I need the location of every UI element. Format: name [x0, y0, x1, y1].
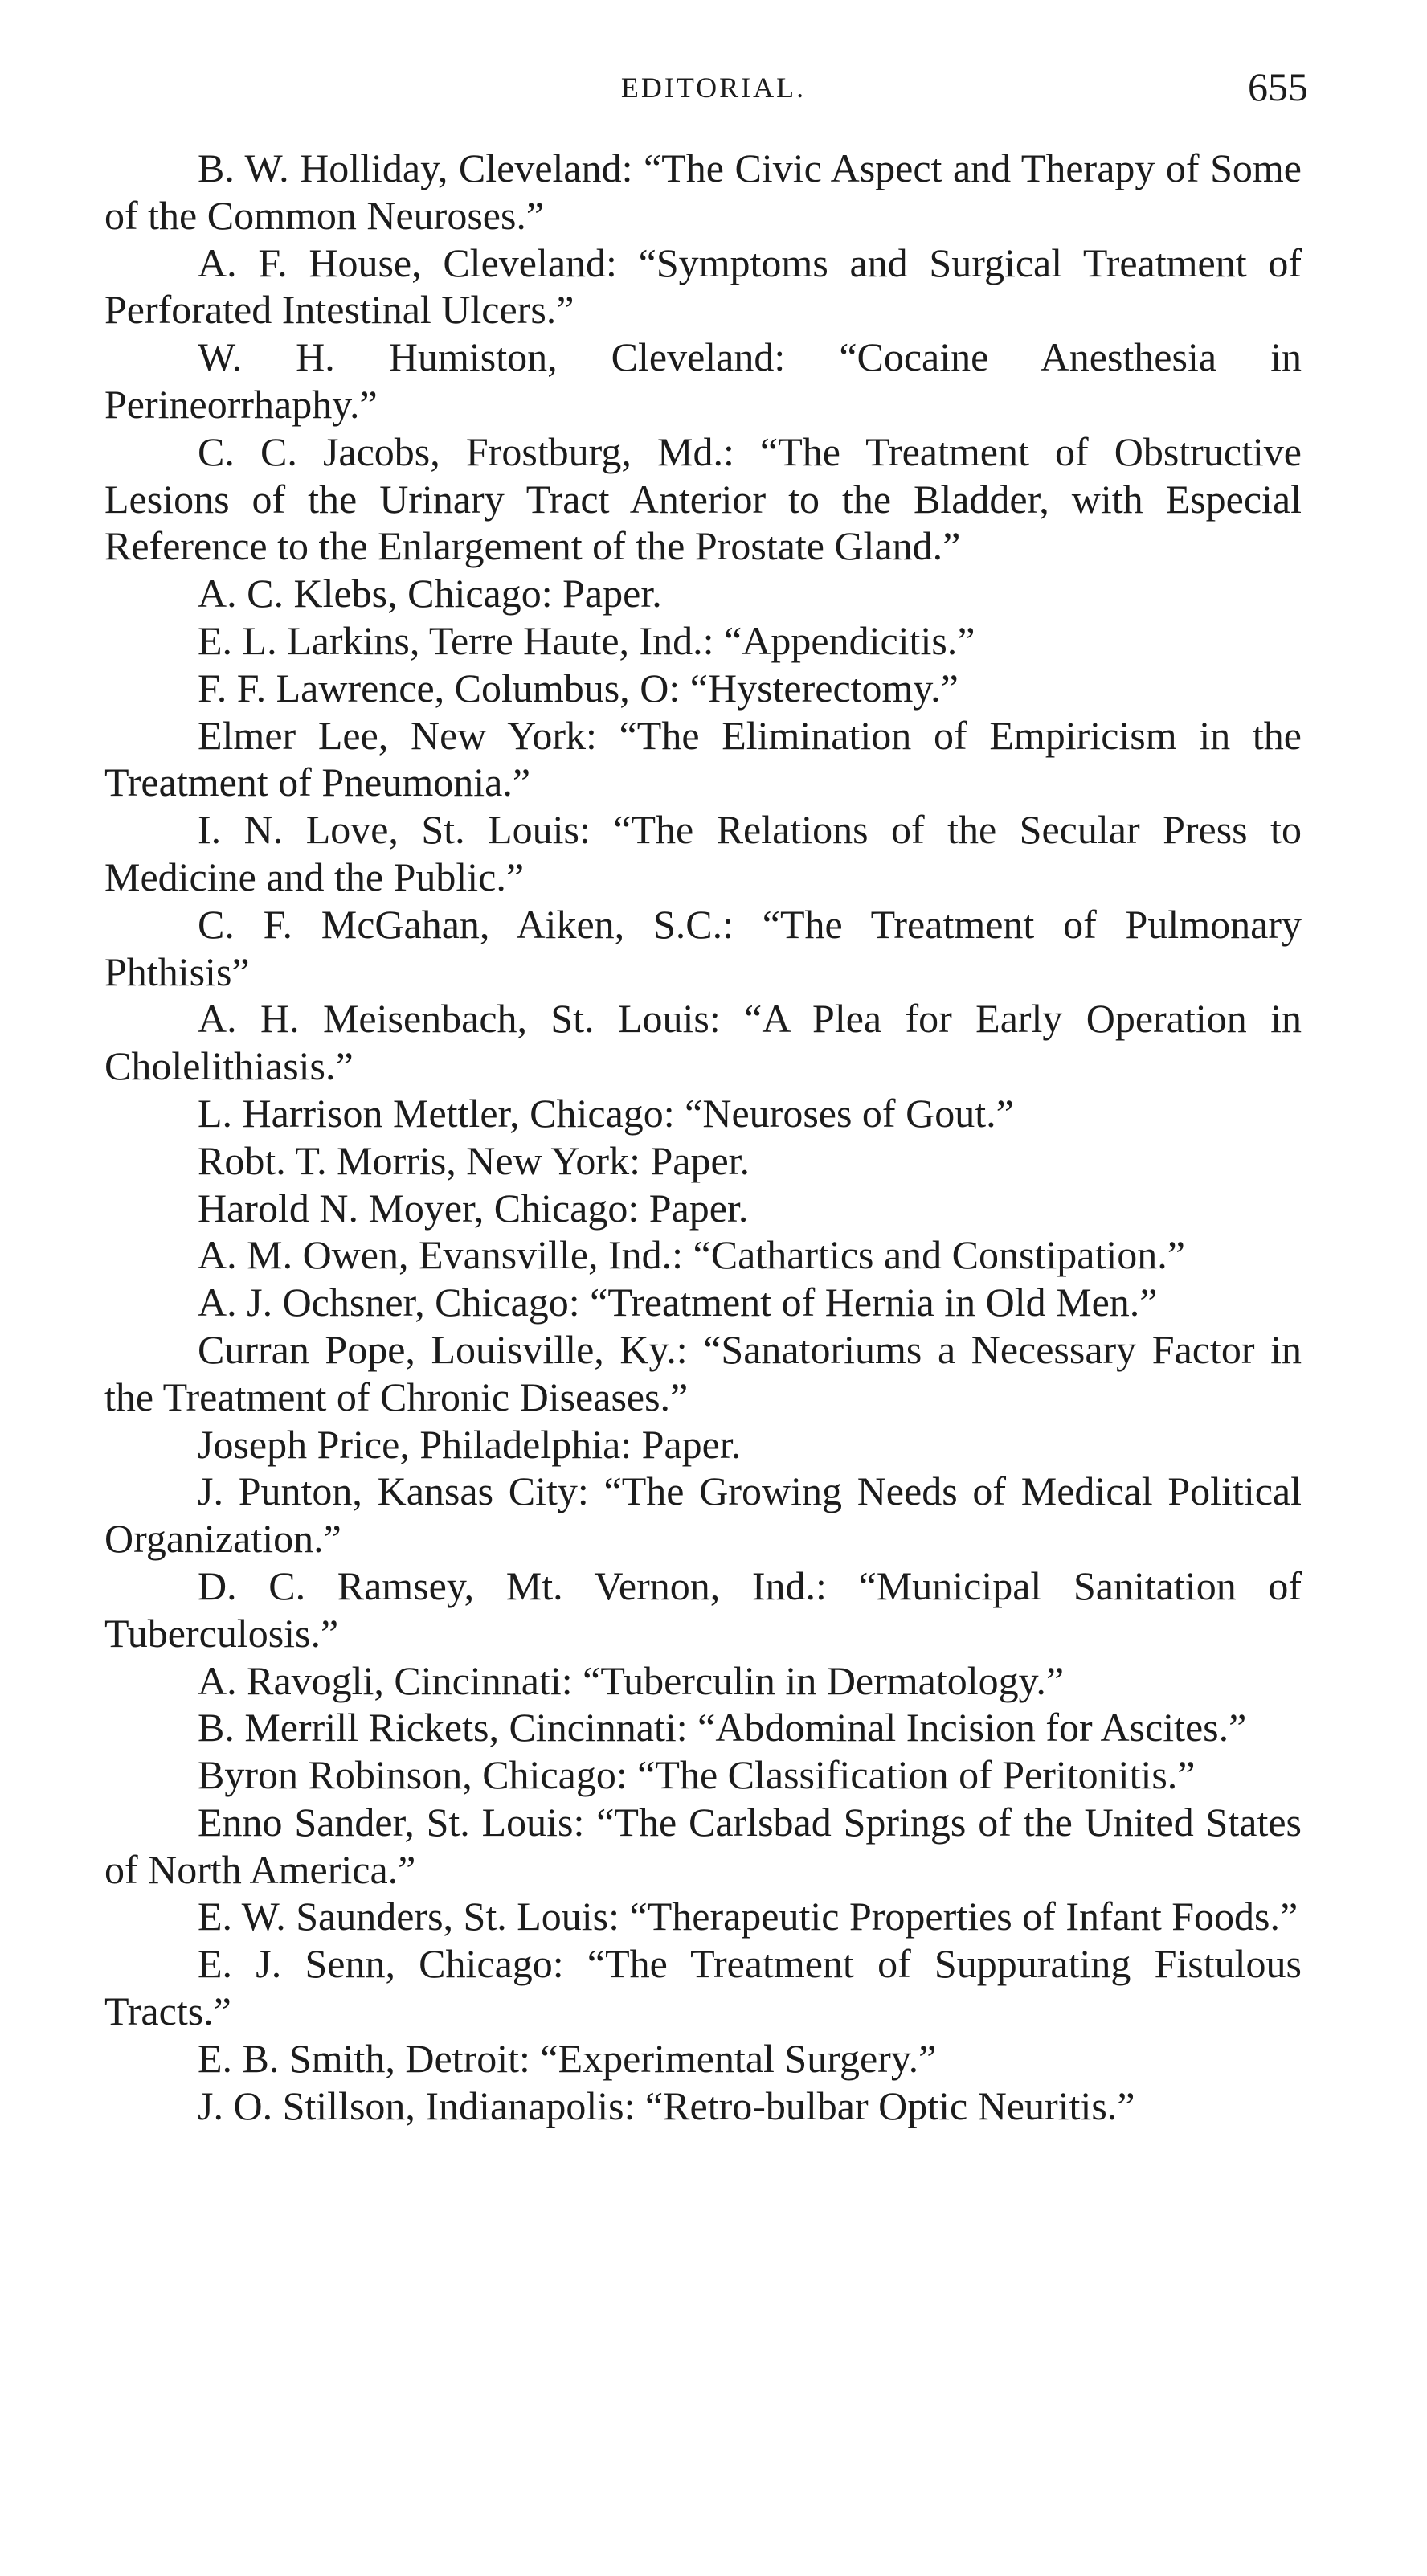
running-head: EDITORIAL. [620, 72, 807, 104]
list-item: D. C. Ramsey, Mt. Vernon, Ind.: “Municipal Sanitation of Tuberculosis.” [104, 1562, 1302, 1656]
page-header [0, 64, 1427, 124]
list-item: C. C. Jacobs, Frostburg, Md.: “The Treatment of Obstructive Lesions of the Urinary Tract Anterior to the Bladder, with Especial Reference to the Enlargement of the Prostate Gland.” [104, 428, 1302, 569]
list-item: Curran Pope, Louisville, Ky.: “Sanatoriums a Necessary Factor in the Treatment of Chronic Diseases.” [104, 1326, 1302, 1419]
entry-list [104, 145, 1302, 2129]
list-item: E. J. Senn, Chicago: “The Treatment of Suppurating Fistulous Tracts.” [104, 1941, 1302, 2034]
list-item: W. H. Humiston, Cleveland: “Cocaine Anesthesia in Perineorrhaphy.” [104, 334, 1302, 427]
list-item: Byron Robinson, Chicago: “The Classification of Peritonitis.” [198, 1752, 1196, 1798]
list-item: L. Harrison Mettler, Chicago: “Neuroses of Gout.” [198, 1090, 1014, 1136]
list-item: Robt. T. Morris, New York: Paper. [198, 1137, 750, 1183]
list-item: Elmer Lee, New York: “The Elimination of Empiricism in the Treatment of Pneumonia.” [104, 712, 1302, 805]
list-item: J. O. Stillson, Indianapolis: “Retro-bulbar Optic Neuritis.” [198, 2083, 1135, 2128]
list-item: E. B. Smith, Detroit: “Experimental Surgery.” [198, 2035, 937, 2081]
list-item: A. F. House, Cleveland: “Symptoms and Surgical Treatment of Perforated Intestinal Ulcers.” [104, 240, 1302, 333]
list-item: E. W. Saunders, St. Louis: “Therapeutic Properties of Infant Foods.” [198, 1894, 1298, 1939]
list-item: A. Ravogli, Cincinnati: “Tuberculin in Dermatology.” [198, 1657, 1065, 1703]
list-item: Enno Sander, St. Louis: “The Carlsbad Springs of the United States of North America.” [104, 1799, 1302, 1892]
list-item: Joseph Price, Philadelphia: Paper. [198, 1421, 742, 1467]
list-item: F. F. Lawrence, Columbus, O: “Hysterectomy.” [198, 665, 959, 711]
list-item: I. N. Love, St. Louis: “The Relations of the Secular Press to Medicine and the Public.” [104, 807, 1302, 899]
list-item: A. M. Owen, Evansville, Ind.: “Cathartics and Constipation.” [198, 1232, 1185, 1278]
list-item: A. J. Ochsner, Chicago: “Treatment of Hernia in Old Men.” [198, 1280, 1158, 1325]
list-item: B. W. Holliday, Cleveland: “The Civic Aspect and Therapy of Some of the Common Neuroses.” [104, 145, 1302, 238]
list-item: J. Punton, Kansas City: “The Growing Needs of Medical Political Organization.” [104, 1468, 1302, 1562]
list-item: Harold N. Moyer, Chicago: Paper. [198, 1185, 749, 1231]
list-item: A. H. Meisenbach, St. Louis: “A Plea for Early Operation in Cholelithiasis.” [104, 996, 1302, 1089]
list-item: B. Merrill Rickets, Cincinnati: “Abdominal Incision for Ascites.” [198, 1705, 1247, 1751]
list-item: E. L. Larkins, Terre Haute, Ind.: “Appendicitis.” [198, 617, 975, 663]
list-item: C. F. McGahan, Aiken, S.C.: “The Treatment of Pulmonary Phthisis” [104, 901, 1302, 994]
page-number: 655 [1248, 64, 1308, 109]
list-item: A. C. Klebs, Chicago: Paper. [198, 571, 662, 616]
